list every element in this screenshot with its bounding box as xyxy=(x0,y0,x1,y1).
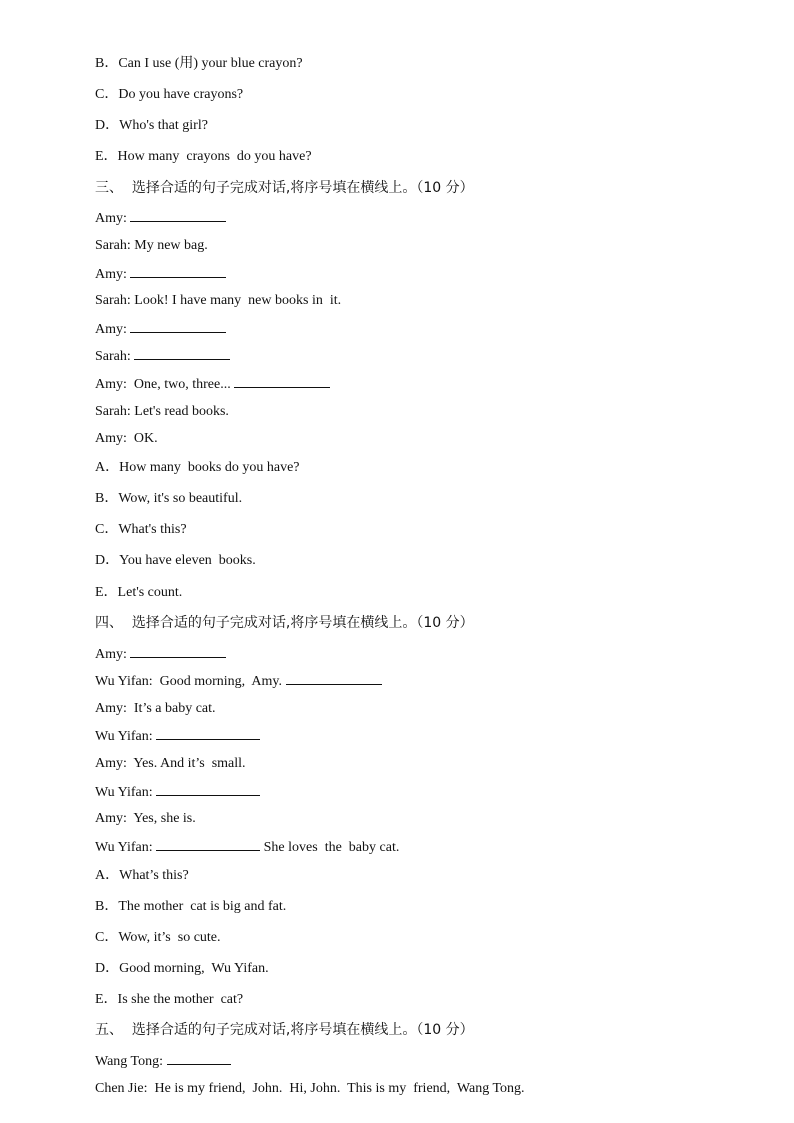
option-a: A．How many books do you have? xyxy=(95,460,300,475)
dialogue-line xyxy=(95,673,382,690)
answer-blank[interactable] xyxy=(156,728,260,740)
dialogue-line: Amy: Yes, she is. xyxy=(95,811,196,826)
option-c: C．Wow, it’s so cute. xyxy=(95,930,221,945)
dialogue-line xyxy=(95,348,230,365)
answer-blank[interactable] xyxy=(156,784,260,796)
speaker-line: Wang Tong: xyxy=(95,1054,167,1069)
section-5-heading: 五、 选择合适的句子完成对话,将序号填在横线上。（10 分） xyxy=(95,1022,474,1038)
option-a: A．What’s this? xyxy=(95,868,189,883)
dialogue-line: Amy: It’s a baby cat. xyxy=(95,701,216,716)
speaker-line: Wu Yifan: Good morning, Amy. xyxy=(95,674,286,689)
option-b: B．The mother cat is big and fat. xyxy=(95,899,287,914)
answer-blank[interactable] xyxy=(130,646,226,658)
option-e: E．How many crayons do you have? xyxy=(95,149,312,164)
dialogue-line xyxy=(95,210,226,227)
answer-blank[interactable] xyxy=(130,210,226,222)
option-c: C．Do you have crayons? xyxy=(95,87,244,102)
answer-blank[interactable] xyxy=(130,266,226,278)
dialogue-line xyxy=(95,728,260,745)
option-d: D．You have eleven books. xyxy=(95,553,256,568)
speaker-line: Amy: xyxy=(95,322,131,337)
dialogue-line xyxy=(95,784,260,801)
option-c: C．What's this? xyxy=(95,522,187,537)
dialogue-line: Sarah: Look! I have many new books in it. xyxy=(95,293,342,308)
dialogue-line xyxy=(95,321,226,338)
speaker-line: Amy: xyxy=(95,647,131,662)
dialogue-line: Chen Jie: He is my friend, John. Hi, John. This is my friend, Wang Tong. xyxy=(95,1081,525,1096)
dialogue-line xyxy=(95,376,330,393)
answer-blank[interactable] xyxy=(134,348,230,360)
answer-blank[interactable] xyxy=(156,839,260,851)
section-4-heading: 四、 选择合适的句子完成对话,将序号填在横线上。（10 分） xyxy=(95,615,474,631)
option-d: D．Good morning, Wu Yifan. xyxy=(95,961,269,976)
speaker-line: Amy: One, two, three... xyxy=(95,377,235,392)
dialogue-line: Amy: OK. xyxy=(95,431,158,446)
dialogue-line: Amy: Yes. And it’s small. xyxy=(95,756,246,771)
line-ending: She loves the baby cat. xyxy=(260,840,400,855)
option-b: B．Wow, it's so beautiful. xyxy=(95,491,243,506)
speaker-line: Wu Yifan: xyxy=(95,785,157,800)
answer-blank[interactable] xyxy=(234,376,330,388)
section-3-heading: 三、 选择合适的句子完成对话,将序号填在横线上。（10 分） xyxy=(95,180,474,196)
option-e: E．Let's count. xyxy=(95,585,183,600)
option-d: D．Who's that girl? xyxy=(95,118,208,133)
speaker-line: Amy: xyxy=(95,267,131,282)
dialogue-line xyxy=(95,646,226,663)
answer-blank[interactable] xyxy=(130,321,226,333)
answer-blank[interactable] xyxy=(167,1053,231,1065)
speaker-line: Wu Yifan: xyxy=(95,729,157,744)
speaker-line: Wu Yifan: xyxy=(95,840,157,855)
dialogue-line xyxy=(95,1053,231,1070)
option-b: B．Can I use (用) your blue crayon? xyxy=(95,56,303,71)
dialogue-line xyxy=(95,266,226,283)
dialogue-line: Sarah: Let's read books. xyxy=(95,404,229,419)
answer-blank[interactable] xyxy=(286,673,382,685)
speaker-line: Sarah: xyxy=(95,349,135,364)
option-e: E．Is she the mother cat? xyxy=(95,992,244,1007)
dialogue-line xyxy=(95,839,399,856)
speaker-line: Amy: xyxy=(95,211,131,226)
dialogue-line: Sarah: My new bag. xyxy=(95,238,208,253)
